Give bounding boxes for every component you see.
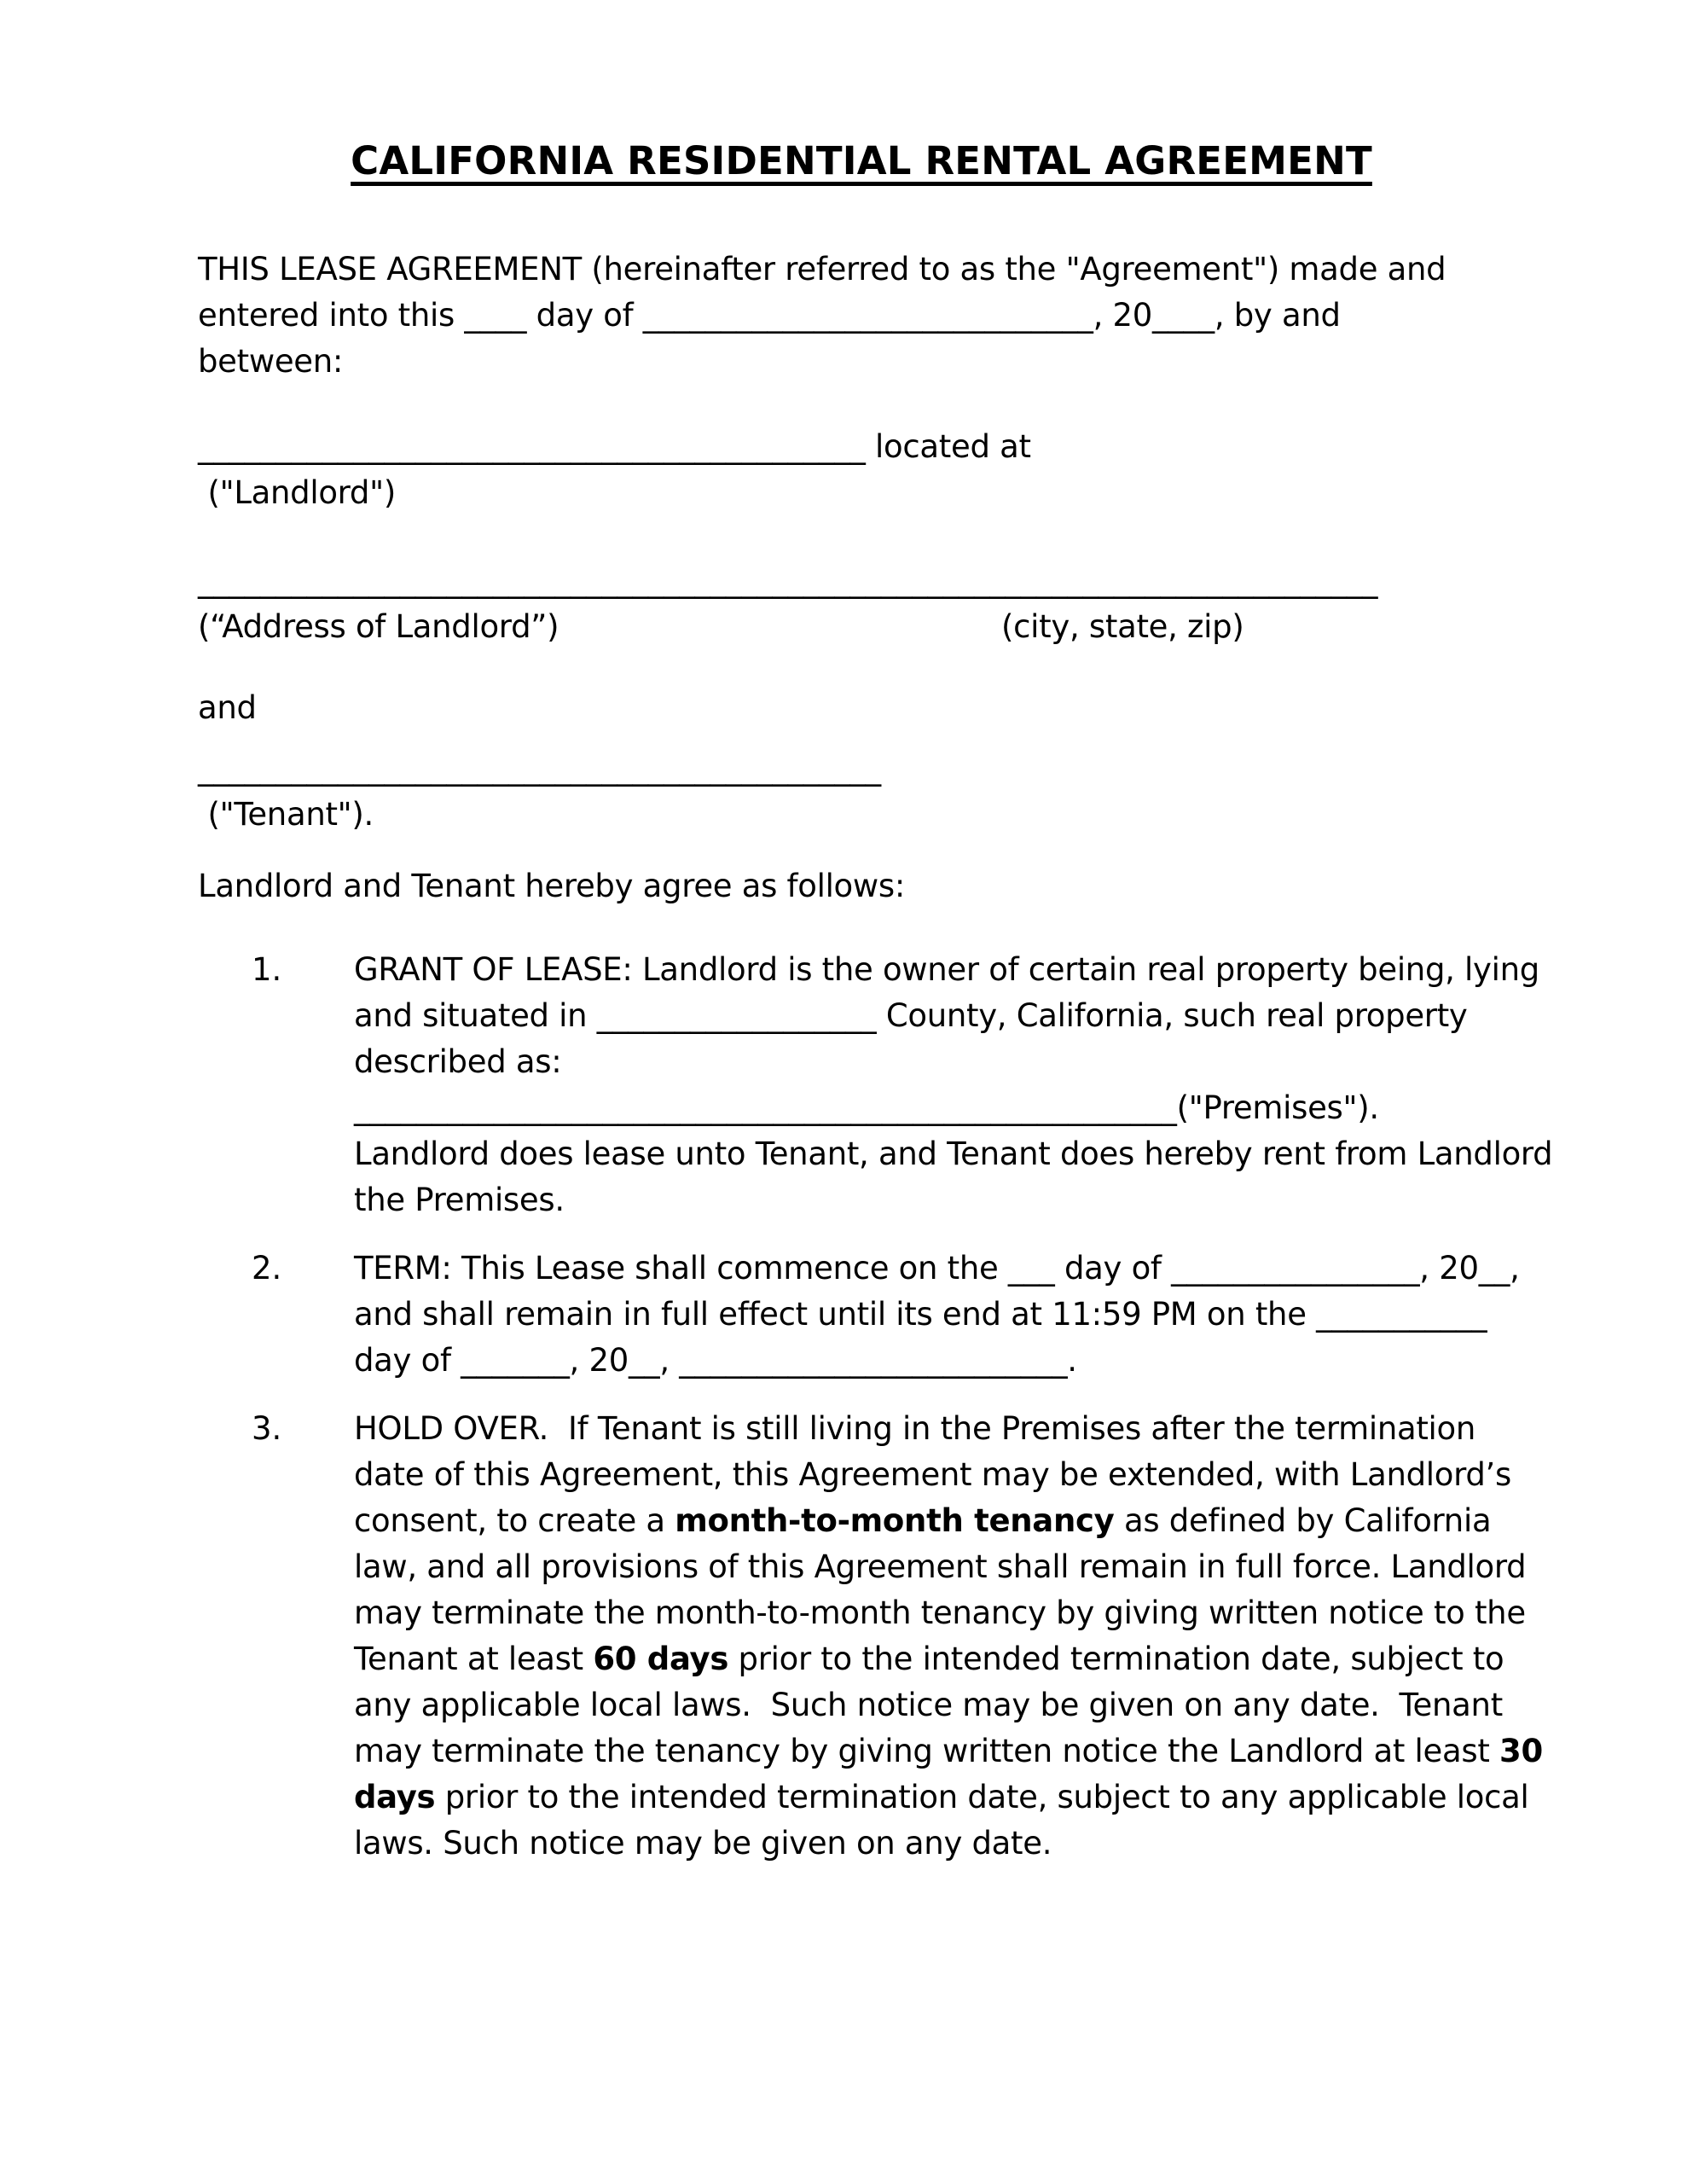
and-connector: and [198, 689, 257, 726]
landlord-address-section [198, 558, 1525, 650]
clause-line: and shall remain in full effect until its end at 11:59 PM on the ___________ [354, 1296, 1487, 1333]
clause-item [198, 1246, 1525, 1384]
agreement-lead-row [198, 863, 1525, 909]
clause-number: 3. [252, 1410, 282, 1447]
clause-line: _____________________________________________________("Premises"). [354, 1089, 1379, 1126]
title-row [198, 138, 1525, 183]
city-state-zip-label: (city, state, zip) [1001, 608, 1244, 645]
address-caption-row [198, 604, 1525, 650]
clause-line: and situated in __________________ County, California, such real property [354, 997, 1468, 1034]
clause-line: HOLD OVER. If Tenant is still living in the Premises after the termination [354, 1410, 1476, 1447]
address-of-landlord-label: (“Address of Landlord”) [198, 608, 559, 645]
clause-item [198, 1406, 1543, 1867]
and-connector-row [198, 685, 1525, 731]
clause-line: GRANT OF LEASE: Landlord is the owner of certain real property being, lying [354, 951, 1539, 988]
intro-line: between: [198, 343, 344, 380]
landlord-section [198, 424, 1525, 516]
clause-number: 1. [252, 951, 282, 988]
intro-line: THIS LEASE AGREEMENT (hereinafter referred to as the "Agreement") made and [198, 251, 1446, 288]
tenant-section [198, 746, 1525, 838]
clause-line: consent, to create a month-to-month tenancy as defined by California [354, 1502, 1492, 1539]
clause-number: 2. [252, 1250, 282, 1287]
clause-line: laws. Such notice may be given on any date. [354, 1825, 1052, 1862]
landlord-label: ("Landlord") [198, 474, 396, 511]
clause-line: TERM: This Lease shall commence on the ___ day of ________________, 20__, [354, 1250, 1520, 1287]
tenant-name-blank-line: ____________________________________________ [198, 750, 881, 787]
clause-line: described as: [354, 1043, 562, 1080]
clause-line: Tenant at least 60 days prior to the intended termination date, subject to [354, 1641, 1504, 1677]
clause-line: Landlord does lease unto Tenant, and Tenant does hereby rent from Landlord [354, 1136, 1553, 1172]
landlord-address-blank-line: ____________________________________________________________________________ [198, 562, 1378, 599]
clause-line: may terminate the month-to-month tenancy by giving written notice to the [354, 1594, 1526, 1631]
clause-item [198, 947, 1553, 1223]
clause-line: law, and all provisions of this Agreement shall remain in full force. Landlord [354, 1548, 1527, 1585]
clause-line: days prior to the intended termination date, subject to any applicable local [354, 1779, 1529, 1815]
clause-line: the Premises. [354, 1182, 565, 1218]
clause-text [354, 1246, 1525, 1384]
tenant-label: ("Tenant"). [198, 796, 374, 833]
intro-paragraph [198, 247, 1525, 385]
page-title: CALIFORNIA RESIDENTIAL RENTAL AGREEMENT [351, 138, 1372, 183]
clause-text [354, 947, 1553, 1223]
clause-list [198, 947, 1553, 1867]
clause-line: day of _______, 20__, _________________________. [354, 1342, 1077, 1379]
clause-line: any applicable local laws. Such notice may be given on any date. Tenant [354, 1687, 1503, 1723]
intro-line-with-date-blanks: entered into this ____ day of _____________________________, 20____, by and [198, 297, 1341, 334]
landlord-name-blank-line: ___________________________________________ located at [198, 428, 1031, 465]
clause-text [354, 1406, 1543, 1867]
agreement-lead-text: Landlord and Tenant hereby agree as follows: [198, 868, 905, 904]
clause-line: date of this Agreement, this Agreement may be extended, with Landlord’s [354, 1456, 1511, 1493]
clause-line: may terminate the tenancy by giving written notice the Landlord at least 30 [354, 1733, 1543, 1769]
